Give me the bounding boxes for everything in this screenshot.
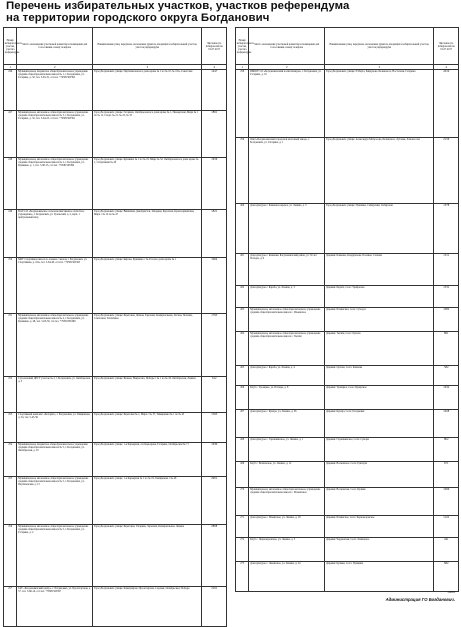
- station-streets: Деревня: Гарашкинское, Села: Суворы: [325, 438, 434, 462]
- table-row: [236, 562, 459, 592]
- station-number: 271: [236, 516, 249, 538]
- header-col-number: 3: [93, 65, 202, 70]
- table-row: [236, 366, 459, 386]
- station-streets: Город Богданович: улицы: Вишнёвая, Декабристов, Западная, Короткая, Красноармейская, Мира с № 14 по № 47: [93, 210, 202, 258]
- station-streets: Город Богданович: улицы: 8 Марта, Байдукова, Белинского, Восточная, Гагарина: [325, 70, 434, 138]
- station-streets: Город Богданович: улицы: 1-я Карьерная № 1 по № 19, Тимирязева с № 46: [93, 477, 202, 525]
- voter-count: 1891: [202, 111, 227, 158]
- voter-count: 1964: [202, 258, 227, 314]
- table-row: [236, 138, 459, 204]
- table-row: [236, 410, 459, 438]
- station-number: 265: [236, 366, 249, 386]
- voter-count: 1096: [434, 488, 459, 516]
- table-row: [236, 70, 459, 138]
- station-location: Муниципальное бюджетное общеобразовательное учреждение средняя общеобразовательная школа № 5, г. Богданович, ул. Октябрьская, д. 10: [17, 443, 93, 477]
- station-streets: Деревня: Ильинское, Село: Чернокоровское: [325, 516, 434, 538]
- station-number: 259: [236, 138, 249, 204]
- voter-count: 1956: [202, 158, 227, 210]
- station-location: Муниципальное автономное общеобразовательное учреждение средняя общеобразовательная школа № 5, г. Богданович, ул. Партизанская, д. 15: [17, 477, 93, 525]
- header-col-number: 1: [4, 65, 17, 70]
- header-col-number: 2: [17, 65, 93, 70]
- voter-count: 1578: [434, 204, 459, 254]
- station-location: Муниципальное автономное общеобразовательное учреждение средняя общеобразовательная школа с. Ильинское: [249, 308, 325, 332]
- table-row: [236, 438, 459, 462]
- voter-count: 1793: [202, 314, 227, 377]
- station-number: 253: [4, 413, 17, 443]
- table-row: [236, 286, 459, 308]
- station-streets: Город Богданович: улицы: Александра Матросова, Белинского, Луговая, Ломоносова: [325, 138, 434, 204]
- page-title: [6, 0, 456, 24]
- station-number: 260: [236, 204, 249, 254]
- voter-count: 612: [202, 377, 227, 413]
- station-number: 270: [236, 488, 249, 516]
- title-line-1: Перечень избирательных участков, участков референдума: [6, 0, 350, 12]
- station-streets: Деревня: Тыгиш, Село: Орлова: [325, 332, 434, 366]
- voter-count: 2901: [202, 477, 227, 525]
- header-station-number: Номер избирательного участка, участка референдума: [236, 28, 249, 65]
- header-streets: Наименование улиц, переулков, населенных пунктов, входящих в избирательный участок, участок референдума: [93, 28, 202, 65]
- station-location: Дом культуры с. Кунара, ул. Ленина, д. 36: [249, 410, 325, 438]
- voter-count: 1939: [202, 443, 227, 477]
- voter-count: 2161: [202, 587, 227, 627]
- station-streets: Деревня: Кулики, Село: Пушкина: [325, 562, 434, 592]
- station-location: Дом культуры с. Каменноозерское, ул. Ленина, д. 5: [249, 204, 325, 254]
- station-location: Дом культуры с. Бараба, ул. Ленина, д. 3: [249, 286, 325, 308]
- station-streets: Город Богданович: улицы: Коммунаров, Пролетарская, Садовая, Октябрьская, Победы: [93, 587, 202, 627]
- station-number: 268: [236, 438, 249, 462]
- table-row: [4, 158, 227, 210]
- station-streets: Город Богданович: улицы: Бажова, Некрасова, Победы с № 1 по № 43, Октябрьская, Ленина: [93, 377, 202, 413]
- station-number: 273: [236, 562, 249, 592]
- station-number: 272: [236, 538, 249, 562]
- table-row: [4, 70, 227, 111]
- header-location: Место нахождения участковой комиссии и помещения для голосования, номер телефона: [249, 28, 325, 65]
- station-number: 256: [4, 525, 17, 587]
- header-col-number: 4: [434, 65, 459, 70]
- voter-count: 2019: [434, 70, 459, 138]
- voter-count: 671: [434, 462, 459, 488]
- table-row: [236, 462, 459, 488]
- voter-count: 1122: [434, 516, 459, 538]
- station-streets: Город Богданович: улицы: Кунавина № 1 по № 19, Мира № 52, Октябрьская все дома кроме № 1, Спортивная № 26: [93, 158, 202, 210]
- station-streets: Деревня: Орлова, Село: Каменка: [325, 366, 434, 386]
- station-number: 267: [236, 410, 249, 438]
- table-row: [236, 332, 459, 366]
- voter-count: 861: [434, 332, 459, 366]
- voter-count: 1821: [202, 210, 227, 258]
- table-row: [236, 386, 459, 410]
- voter-count: 802: [434, 438, 459, 462]
- station-streets: Деревня: Троицкое, Село: Кунарское: [325, 386, 434, 410]
- station-location: Муниципальное автономное общеобразовательное учреждение средняя общеобразовательная школа № 3, г. Богданович, ул. Гагарина, д. 32, тел. 5-64-25, сот.тел. +79581565391: [17, 111, 93, 158]
- voter-count: 1028: [434, 410, 459, 438]
- station-number: 250: [4, 258, 17, 314]
- station-number: 254: [4, 443, 17, 477]
- table-row: [236, 516, 459, 538]
- station-number: 251: [4, 314, 17, 377]
- footer-signature: Администрация ГО Богданович.: [385, 597, 455, 602]
- station-location: Муниципальное автономное общеобразовательное учреждение средняя общеобразовательная школа с. Волковское: [249, 488, 325, 516]
- station-number: 258: [236, 70, 249, 138]
- voter-count: 682: [434, 562, 459, 592]
- header-station-number: Номер избирательного участка, участка референдума: [4, 28, 17, 65]
- station-number: 264: [236, 332, 249, 366]
- station-streets: Деревня: Ильинская, Село: Суходол: [325, 308, 434, 332]
- station-location: Дом культуры с. Ильинское, ул. Ленина, д. 18: [249, 516, 325, 538]
- voter-count: 1531: [434, 286, 459, 308]
- station-location: Сухоложский ДРСУ участок № 2, г. Богданович, ул. Октябрьская, д. 3: [17, 377, 93, 413]
- station-number: 263: [236, 308, 249, 332]
- station-number: 252: [4, 377, 17, 413]
- station-streets: Город Богданович: улицы: Пушкина, Сибирский, Сибирская: [325, 204, 434, 254]
- table-row: [4, 413, 227, 443]
- station-location: Муниципальное бюджетное общеобразовательное учреждение средняя общеобразовательная школа № 1, г. Богданович, ул. Гагарина, д. 32, тел. 5-65-31, сот.тел. +79581565393: [17, 70, 93, 111]
- station-streets: Деревня: Черданская, Село: Ленинское: [325, 538, 434, 562]
- table-row: [4, 210, 227, 258]
- station-number: 266: [236, 386, 249, 410]
- table-row: [4, 258, 227, 314]
- station-location: ПБПОУ СО «Богдановичский политехникум», г. Богданович, ул. Гагарина, д. 10: [249, 70, 325, 138]
- table-row: [236, 254, 459, 286]
- header-location: Место нахождения участковой комиссии и помещения для голосования, номер телефона: [17, 28, 93, 65]
- station-location: Дом культуры с. Бараба, ул. Ленина, д. 4: [249, 366, 325, 386]
- station-number: 269: [236, 462, 249, 488]
- station-location: ГАУ «Богдановичский центр», г. Богданович, ул. Пролетарская, д. 57, тел. 5-66-14, сот.тел. +79581565397: [17, 587, 93, 627]
- station-location: Спортивный комплекс «Колорит», г. Богданович, ул. Тимирязева, д. 54, тел. 5-45-36: [17, 413, 93, 443]
- voter-count: 1082: [434, 308, 459, 332]
- station-streets: Деревня: Волковская, Село: Кулики: [325, 488, 434, 516]
- station-streets: Деревня: Бараба, Село: Трифоново: [325, 286, 434, 308]
- station-streets: Город Богданович: улицы: Береговая, Гагарина, Заречная, Коммунальная, Ленина: [93, 525, 202, 587]
- voter-count: 2808: [202, 525, 227, 587]
- station-location: Дом культуры с. Ленинское, ул. Ленина, д. 24: [249, 562, 325, 592]
- station-location: Клуб с. Чернокоровское, ул. Ленина, д. 3: [249, 538, 325, 562]
- header-voters: Численность избирателей на 01.07.2017: [434, 28, 459, 65]
- table-row: [236, 488, 459, 516]
- station-streets: Деревня: Каменка, Кондратьева, Полевая, Степная: [325, 254, 434, 286]
- header-col-number: 2: [249, 65, 325, 70]
- header-streets: Наименование улиц, переулков, населенных пунктов, входящих в избирательный участок, участок референдума: [325, 28, 434, 65]
- table-row: [4, 443, 227, 477]
- station-streets: Город Богданович: улицы: Партизанская все дома кроме № 1 по № 10, № 10А, Советская: [93, 70, 202, 111]
- station-number: 257: [4, 587, 17, 627]
- station-location: Муниципальное автономное общеобразовательное учреждение средняя общеобразовательная школа № 4, г. Богданович, ул. Кунавина, д. 48, тел. 5-63-50, сот.тел. +79581565396: [17, 314, 93, 377]
- station-number: 255: [4, 477, 17, 525]
- station-number: 247: [4, 111, 17, 158]
- title-line-2: на территории городского округа Богданович: [6, 12, 270, 24]
- station-streets: Город Богданович: улицы: 1-я Карьерная, 2-я Карьерная, Гагарина, Октябрьская № 71: [93, 443, 202, 477]
- header-voters: Численность избирателей на 01.07.2017: [202, 28, 227, 65]
- table-row: [4, 111, 227, 158]
- table-row: [4, 525, 227, 587]
- station-location: ПАУ-СО «Богдановичское сельскохозяйственное областное учреждение», г. Богданович, ул. Уральский, д. 2, корп. 1 центральный вход: [17, 210, 93, 258]
- station-streets: Город Богданович: улицы: Береговая № 1, Мира с № 37, Тимирязева № 1 по № 45: [93, 413, 202, 443]
- table-row: [236, 204, 459, 254]
- header-col-number: 4: [202, 65, 227, 70]
- station-streets: Деревня: Волковское, Села: Грязнуха: [325, 462, 434, 488]
- station-number: 262: [236, 286, 249, 308]
- station-location: Муниципальное автономное общеобразовательное учреждение средняя общеобразовательная школа № 5, г. Богданович, ул. Гагарина, д. 2: [17, 525, 93, 587]
- table-row: [236, 308, 459, 332]
- station-location: Клуб с. Троицкое, ул. Победы, д. 8: [249, 386, 325, 410]
- table-row: [236, 538, 459, 562]
- station-location: МБУ Спортивная школа по хоккею с мячом, г. Богданович, ул. Спортивная, д. 16А, тел. 5-64-40, сот.тел. +79581565395: [17, 258, 93, 314]
- station-location: Клуб с. Волковское, ул. Ленина, д. 12: [249, 462, 325, 488]
- station-location: Муниципальное автономное общеобразовательное учреждение средняя общеобразовательная школа с. Тыгиш: [249, 332, 325, 366]
- table-row: [4, 477, 227, 525]
- station-streets: Город Богданович: улицы: Гагарина, Октябрьская все дома кроме № 1, Пионерская, Мира № 1 по № 15, Спорт. № 21, № 23, № 35: [93, 111, 202, 158]
- voter-count: 1032: [434, 386, 459, 410]
- table-row: [4, 314, 227, 377]
- station-streets: Город Богданович: улицы: Береговая, Дачная, Заречная, Коммунальная, Лесная, Полевая, Совхозная, Тепличная: [93, 314, 202, 377]
- station-number: 248: [4, 158, 17, 210]
- voter-count: 2156: [434, 138, 459, 204]
- station-number: 261: [236, 254, 249, 286]
- total-voters: 59683: [447, 590, 455, 594]
- station-location: Муниципальное автономное общеобразовательное учреждение средняя общеобразовательная школа № 2, г. Богданович, ул. Кунавина, д. 1, тел. 5-08-15, сот.тел. +79581565392: [17, 158, 93, 210]
- station-streets: Город Богданович: улицы: Кирова, Кунавина с № 43 и все дома кроме № 1: [93, 258, 202, 314]
- voter-count: 441: [434, 538, 459, 562]
- right-column-table: [235, 27, 459, 592]
- station-location: ОАО «Богдановичский городской молочный завод», г. Богданович, ул. Гагарина, д. 1: [249, 138, 325, 204]
- left-column-table: [3, 27, 227, 627]
- voter-count: 1447: [202, 70, 227, 111]
- header-col-number: 3: [325, 65, 434, 70]
- station-streets: Деревня: Кунара, Село: Полдневая: [325, 410, 434, 438]
- table-row: [4, 377, 227, 413]
- header-col-number: 1: [236, 65, 249, 70]
- voter-count: 582: [434, 366, 459, 386]
- station-number: 249: [4, 210, 17, 258]
- voter-count: 1593: [202, 413, 227, 443]
- voter-count: 1511: [434, 254, 459, 286]
- table-row: [4, 587, 227, 627]
- station-location: Дом культуры с. Коменки, Богдановичский район, ул. 50 лет Победы, д. 9: [249, 254, 325, 286]
- station-location: Дом культуры с. Гарашкинское, ул. Ленина, д. 1: [249, 438, 325, 462]
- station-number: 246: [4, 70, 17, 111]
